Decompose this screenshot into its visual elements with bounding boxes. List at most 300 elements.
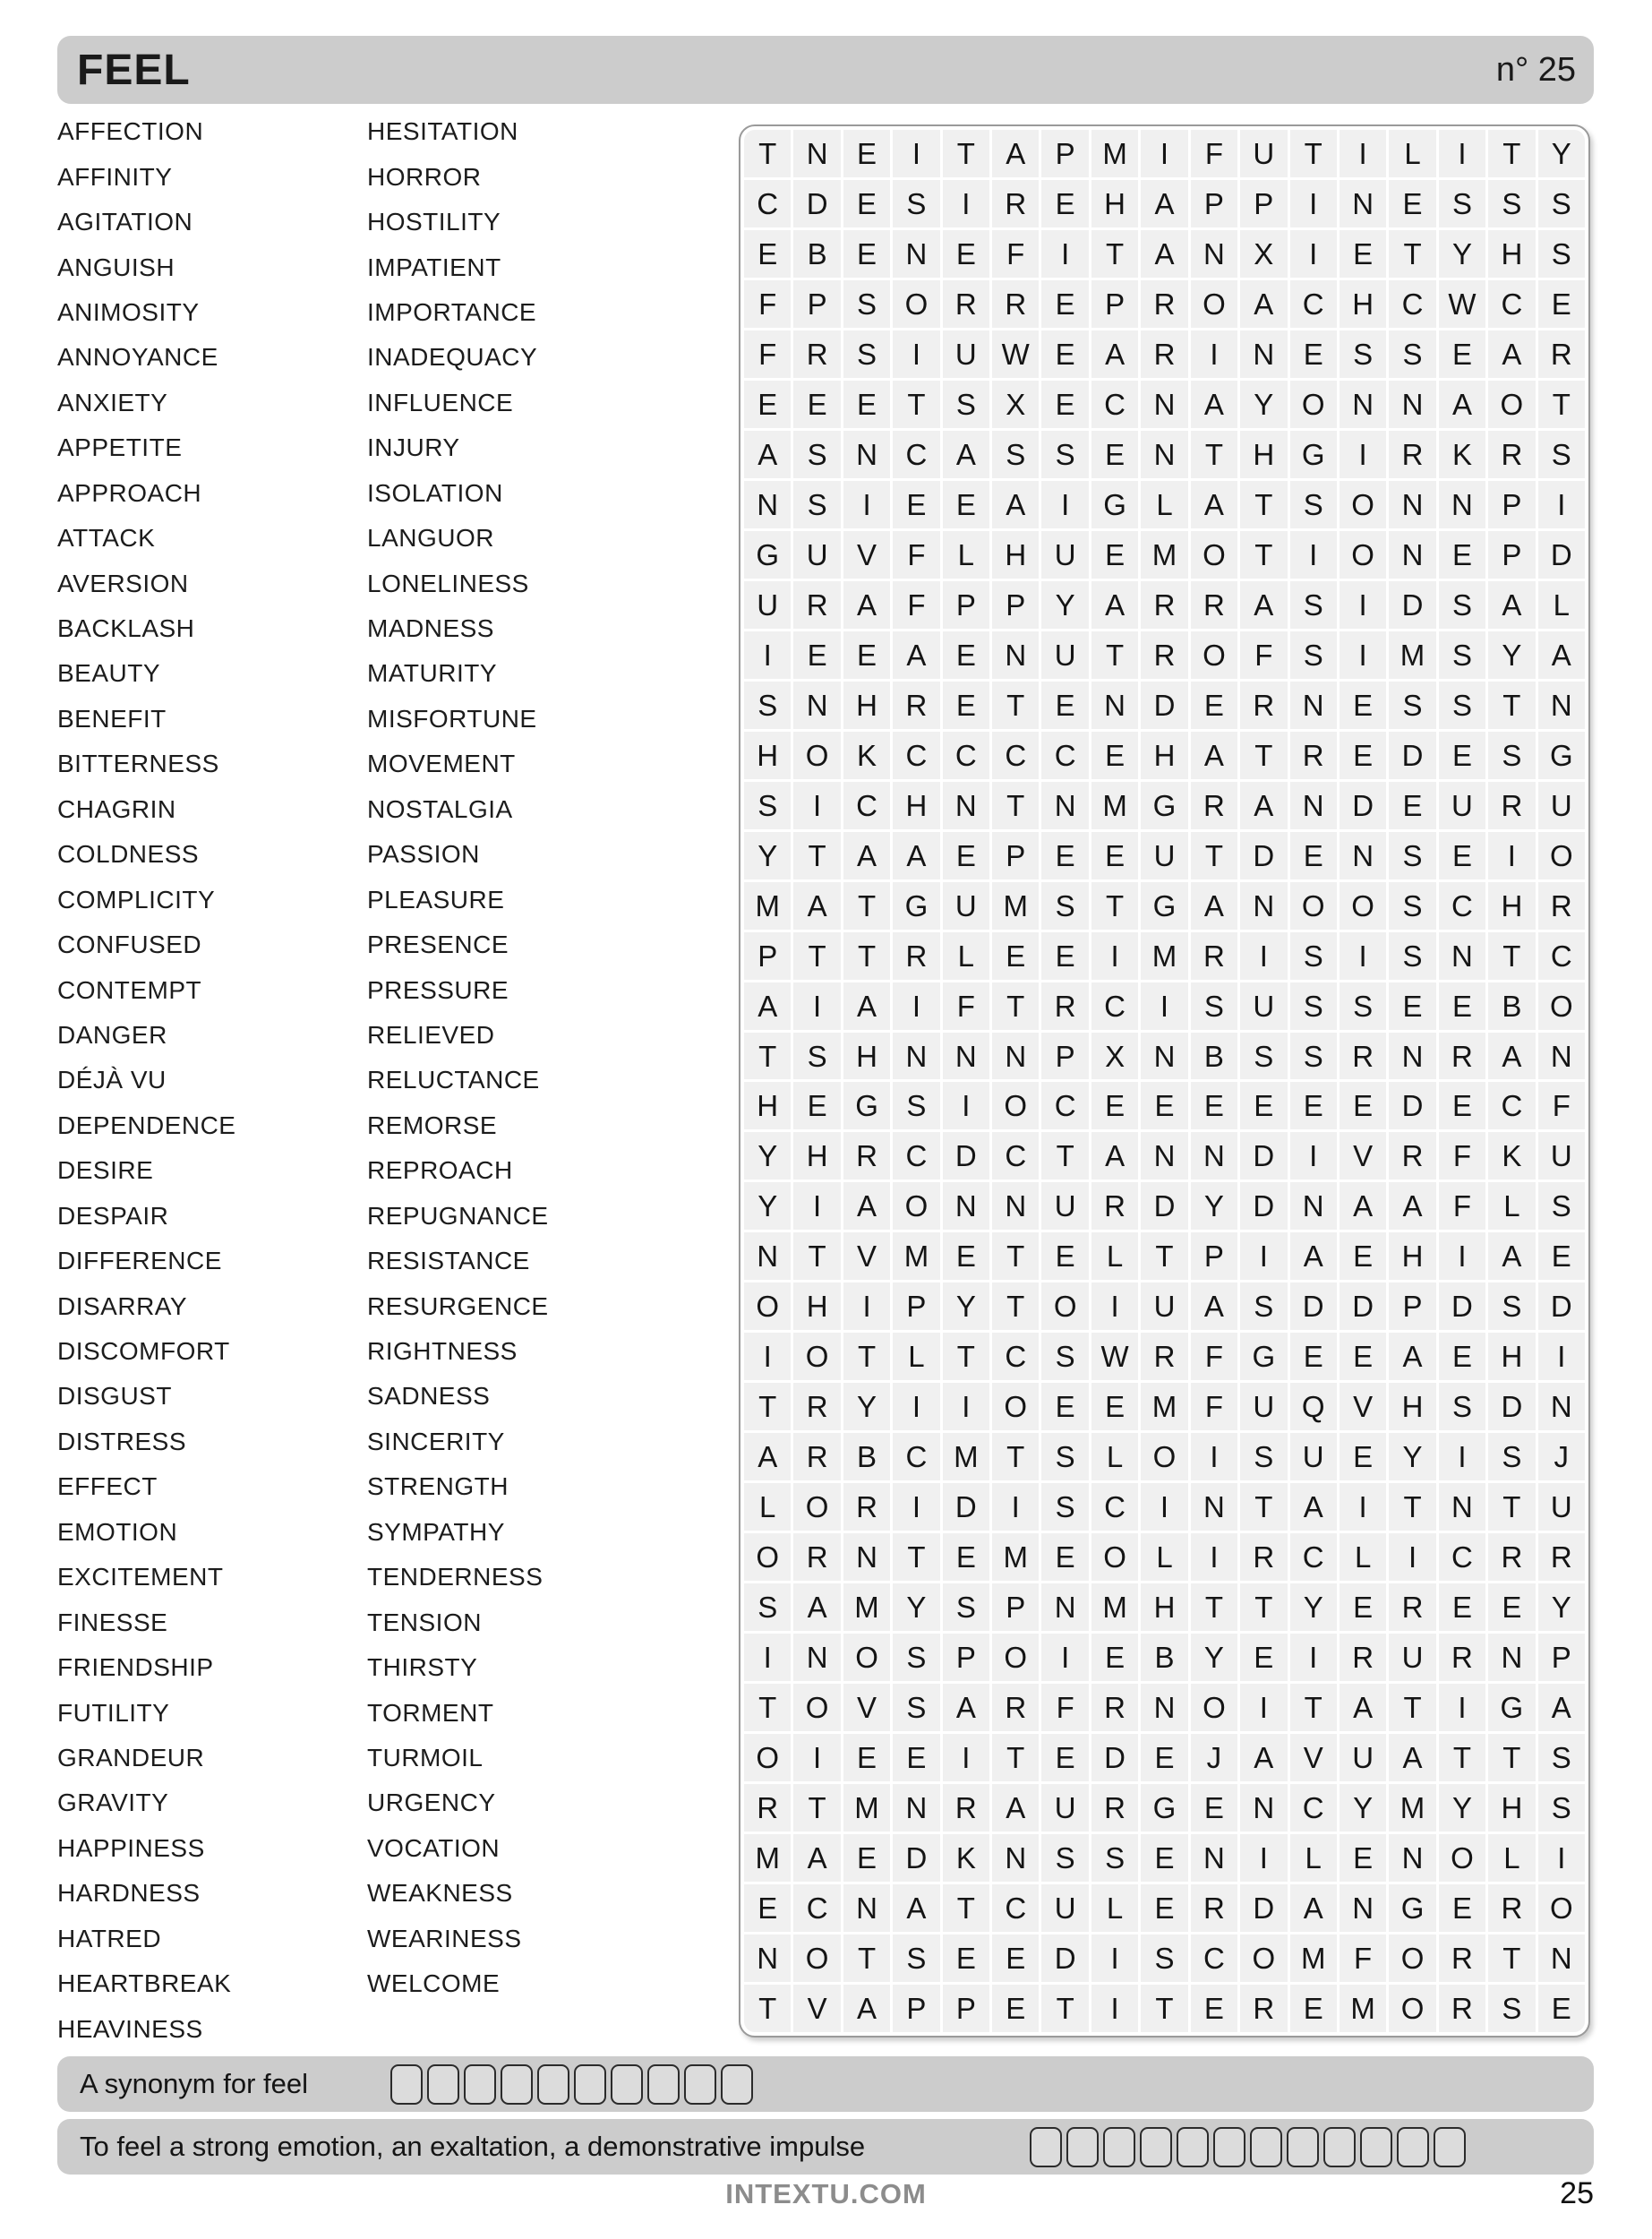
grid-letter-cell[interactable]: O: [1191, 1684, 1237, 1731]
grid-letter-cell[interactable]: L: [1091, 1884, 1138, 1932]
grid-letter-cell[interactable]: S: [843, 280, 890, 328]
grid-letter-cell[interactable]: T: [1141, 1232, 1187, 1280]
grid-letter-cell[interactable]: E: [1290, 330, 1337, 378]
grid-letter-cell[interactable]: L: [1091, 1433, 1138, 1480]
grid-letter-cell[interactable]: T: [1191, 431, 1237, 478]
grid-letter-cell[interactable]: O: [1389, 1985, 1435, 2032]
grid-letter-cell[interactable]: A: [1340, 1182, 1386, 1230]
grid-letter-cell[interactable]: P: [1041, 130, 1088, 177]
grid-letter-cell[interactable]: N: [1538, 1383, 1585, 1430]
grid-letter-cell[interactable]: C: [1290, 1784, 1337, 1832]
grid-letter-cell[interactable]: S: [1290, 932, 1337, 980]
grid-letter-cell[interactable]: Y: [943, 1282, 989, 1330]
grid-letter-cell[interactable]: D: [1389, 732, 1435, 779]
grid-letter-cell[interactable]: I: [1340, 1483, 1386, 1531]
grid-letter-cell[interactable]: I: [1538, 1834, 1585, 1882]
grid-letter-cell[interactable]: A: [843, 1985, 890, 2032]
grid-letter-cell[interactable]: H: [1488, 1784, 1535, 1832]
grid-letter-cell[interactable]: N: [893, 230, 939, 278]
grid-letter-cell[interactable]: C: [1389, 280, 1435, 328]
grid-letter-cell[interactable]: S: [744, 782, 791, 829]
grid-letter-cell[interactable]: R: [843, 1132, 890, 1180]
grid-letter-cell[interactable]: N: [843, 1533, 890, 1581]
grid-letter-cell[interactable]: L: [943, 932, 989, 980]
grid-letter-cell[interactable]: A: [744, 982, 791, 1030]
grid-letter-cell[interactable]: N: [1340, 180, 1386, 227]
grid-letter-cell[interactable]: U: [1240, 130, 1287, 177]
grid-letter-cell[interactable]: I: [1488, 832, 1535, 879]
grid-letter-cell[interactable]: I: [943, 1082, 989, 1129]
grid-letter-cell[interactable]: E: [843, 230, 890, 278]
grid-letter-cell[interactable]: A: [1191, 381, 1237, 428]
grid-letter-cell[interactable]: R: [1141, 330, 1187, 378]
grid-letter-cell[interactable]: E: [1041, 682, 1088, 729]
grid-letter-cell[interactable]: B: [843, 1433, 890, 1480]
grid-letter-cell[interactable]: O: [1340, 882, 1386, 930]
grid-letter-cell[interactable]: B: [793, 230, 840, 278]
grid-letter-cell[interactable]: U: [943, 882, 989, 930]
grid-letter-cell[interactable]: G: [1141, 882, 1187, 930]
grid-letter-cell[interactable]: T: [893, 1533, 939, 1581]
grid-letter-cell[interactable]: T: [843, 1934, 890, 1982]
grid-letter-cell[interactable]: R: [1538, 882, 1585, 930]
grid-letter-cell[interactable]: D: [1240, 1884, 1287, 1932]
grid-letter-cell[interactable]: O: [1191, 631, 1237, 679]
grid-letter-cell[interactable]: R: [1439, 1985, 1485, 2032]
grid-letter-cell[interactable]: D: [1041, 1934, 1088, 1982]
grid-letter-cell[interactable]: R: [1191, 581, 1237, 629]
grid-letter-cell[interactable]: T: [843, 882, 890, 930]
answer-letter-box[interactable]: [464, 2064, 496, 2105]
grid-letter-cell[interactable]: N: [1538, 1934, 1585, 1982]
grid-letter-cell[interactable]: E: [843, 1734, 890, 1781]
grid-letter-cell[interactable]: A: [1290, 1232, 1337, 1280]
grid-letter-cell[interactable]: M: [1091, 782, 1138, 829]
grid-letter-cell[interactable]: L: [1389, 130, 1435, 177]
grid-letter-cell[interactable]: R: [1290, 732, 1337, 779]
answer-letter-box[interactable]: [1360, 2127, 1392, 2167]
grid-letter-cell[interactable]: H: [1488, 882, 1535, 930]
grid-letter-cell[interactable]: L: [1141, 481, 1187, 528]
grid-letter-cell[interactable]: N: [843, 1884, 890, 1932]
grid-letter-cell[interactable]: S: [1439, 631, 1485, 679]
grid-letter-cell[interactable]: I: [1340, 431, 1386, 478]
grid-letter-cell[interactable]: D: [1389, 581, 1435, 629]
grid-letter-cell[interactable]: S: [1290, 1033, 1337, 1080]
grid-letter-cell[interactable]: I: [1191, 1433, 1237, 1480]
grid-letter-cell[interactable]: S: [1290, 982, 1337, 1030]
grid-letter-cell[interactable]: N: [1141, 1033, 1187, 1080]
grid-letter-cell[interactable]: N: [1191, 230, 1237, 278]
grid-letter-cell[interactable]: O: [1141, 1433, 1187, 1480]
grid-letter-cell[interactable]: Y: [893, 1583, 939, 1631]
grid-letter-cell[interactable]: T: [1240, 1483, 1287, 1531]
grid-letter-cell[interactable]: S: [1439, 1383, 1485, 1430]
grid-letter-cell[interactable]: H: [1340, 280, 1386, 328]
grid-letter-cell[interactable]: N: [1340, 832, 1386, 879]
grid-letter-cell[interactable]: A: [843, 581, 890, 629]
grid-letter-cell[interactable]: F: [1538, 1082, 1585, 1129]
grid-letter-cell[interactable]: O: [893, 280, 939, 328]
grid-letter-cell[interactable]: I: [1538, 481, 1585, 528]
grid-letter-cell[interactable]: A: [744, 1433, 791, 1480]
grid-letter-cell[interactable]: E: [1091, 1634, 1138, 1681]
grid-letter-cell[interactable]: A: [1389, 1182, 1435, 1230]
grid-letter-cell[interactable]: H: [1389, 1232, 1435, 1280]
grid-letter-cell[interactable]: E: [744, 1884, 791, 1932]
grid-letter-cell[interactable]: N: [793, 1634, 840, 1681]
grid-letter-cell[interactable]: E: [1340, 682, 1386, 729]
grid-letter-cell[interactable]: Y: [1389, 1433, 1435, 1480]
grid-letter-cell[interactable]: R: [793, 1533, 840, 1581]
grid-letter-cell[interactable]: S: [1538, 431, 1585, 478]
grid-letter-cell[interactable]: O: [1091, 1533, 1138, 1581]
grid-letter-cell[interactable]: A: [744, 431, 791, 478]
grid-letter-cell[interactable]: O: [793, 1684, 840, 1731]
grid-letter-cell[interactable]: S: [793, 481, 840, 528]
grid-letter-cell[interactable]: A: [1191, 1282, 1237, 1330]
grid-letter-cell[interactable]: A: [1191, 732, 1237, 779]
grid-letter-cell[interactable]: E: [1041, 1383, 1088, 1430]
grid-letter-cell[interactable]: S: [893, 1082, 939, 1129]
grid-letter-cell[interactable]: N: [1041, 782, 1088, 829]
grid-letter-cell[interactable]: I: [1538, 1333, 1585, 1380]
grid-letter-cell[interactable]: E: [943, 1533, 989, 1581]
grid-letter-cell[interactable]: A: [1141, 230, 1187, 278]
grid-letter-cell[interactable]: N: [1389, 381, 1435, 428]
grid-letter-cell[interactable]: A: [1240, 581, 1287, 629]
grid-letter-cell[interactable]: I: [943, 180, 989, 227]
grid-letter-cell[interactable]: Y: [1041, 581, 1088, 629]
grid-letter-cell[interactable]: A: [1240, 782, 1287, 829]
grid-letter-cell[interactable]: N: [1091, 682, 1138, 729]
grid-letter-cell[interactable]: R: [1538, 1533, 1585, 1581]
grid-letter-cell[interactable]: U: [1041, 1884, 1088, 1932]
grid-letter-cell[interactable]: T: [1290, 1684, 1337, 1731]
grid-letter-cell[interactable]: S: [893, 1934, 939, 1982]
grid-letter-cell[interactable]: S: [793, 431, 840, 478]
grid-letter-cell[interactable]: T: [943, 1333, 989, 1380]
grid-letter-cell[interactable]: S: [1538, 1784, 1585, 1832]
grid-letter-cell[interactable]: E: [1091, 732, 1138, 779]
grid-letter-cell[interactable]: E: [1340, 732, 1386, 779]
grid-letter-cell[interactable]: E: [1041, 832, 1088, 879]
grid-letter-cell[interactable]: R: [744, 1784, 791, 1832]
grid-letter-cell[interactable]: U: [1141, 1282, 1187, 1330]
grid-letter-cell[interactable]: V: [1340, 1132, 1386, 1180]
grid-letter-cell[interactable]: F: [1191, 130, 1237, 177]
grid-letter-cell[interactable]: T: [793, 832, 840, 879]
grid-letter-cell[interactable]: F: [943, 982, 989, 1030]
grid-letter-cell[interactable]: N: [793, 130, 840, 177]
grid-letter-cell[interactable]: T: [992, 1734, 1039, 1781]
grid-letter-cell[interactable]: I: [843, 481, 890, 528]
grid-letter-cell[interactable]: T: [1091, 631, 1138, 679]
grid-letter-cell[interactable]: I: [1091, 1985, 1138, 2032]
grid-letter-cell[interactable]: C: [1091, 1483, 1138, 1531]
grid-letter-cell[interactable]: O: [744, 1734, 791, 1781]
grid-letter-cell[interactable]: N: [1240, 1784, 1287, 1832]
grid-letter-cell[interactable]: I: [744, 1333, 791, 1380]
grid-letter-cell[interactable]: X: [1240, 230, 1287, 278]
grid-letter-cell[interactable]: E: [992, 932, 1039, 980]
grid-letter-cell[interactable]: A: [1290, 1884, 1337, 1932]
grid-letter-cell[interactable]: I: [793, 1734, 840, 1781]
grid-letter-cell[interactable]: E: [943, 1232, 989, 1280]
grid-letter-cell[interactable]: O: [1191, 280, 1237, 328]
grid-letter-cell[interactable]: U: [1538, 1132, 1585, 1180]
grid-letter-cell[interactable]: E: [1141, 1884, 1187, 1932]
grid-letter-cell[interactable]: C: [1488, 280, 1535, 328]
grid-letter-cell[interactable]: E: [943, 1934, 989, 1982]
grid-letter-cell[interactable]: O: [992, 1383, 1039, 1430]
grid-letter-cell[interactable]: C: [793, 1884, 840, 1932]
grid-letter-cell[interactable]: A: [1538, 1684, 1585, 1731]
grid-letter-cell[interactable]: P: [1488, 481, 1535, 528]
grid-letter-cell[interactable]: R: [1240, 1533, 1287, 1581]
grid-letter-cell[interactable]: S: [1041, 1483, 1088, 1531]
grid-letter-cell[interactable]: P: [1488, 531, 1535, 579]
grid-letter-cell[interactable]: I: [1091, 932, 1138, 980]
grid-letter-cell[interactable]: G: [1091, 481, 1138, 528]
grid-letter-cell[interactable]: T: [1389, 1684, 1435, 1731]
grid-letter-cell[interactable]: O: [793, 1934, 840, 1982]
grid-letter-cell[interactable]: C: [1191, 1934, 1237, 1982]
grid-letter-cell[interactable]: S: [1041, 1834, 1088, 1882]
grid-letter-cell[interactable]: T: [992, 1433, 1039, 1480]
grid-letter-cell[interactable]: O: [1538, 832, 1585, 879]
grid-letter-cell[interactable]: R: [992, 1684, 1039, 1731]
grid-letter-cell[interactable]: C: [992, 1333, 1039, 1380]
grid-letter-cell[interactable]: R: [1191, 932, 1237, 980]
grid-letter-cell[interactable]: E: [843, 180, 890, 227]
grid-letter-cell[interactable]: S: [1389, 330, 1435, 378]
grid-letter-cell[interactable]: D: [1340, 1282, 1386, 1330]
grid-letter-cell[interactable]: N: [992, 1834, 1039, 1882]
grid-letter-cell[interactable]: D: [1290, 1282, 1337, 1330]
grid-letter-cell[interactable]: M: [1141, 932, 1187, 980]
grid-letter-cell[interactable]: E: [1439, 832, 1485, 879]
grid-letter-cell[interactable]: R: [1240, 1985, 1287, 2032]
grid-letter-cell[interactable]: S: [1538, 1182, 1585, 1230]
grid-letter-cell[interactable]: H: [992, 531, 1039, 579]
grid-letter-cell[interactable]: T: [1041, 1132, 1088, 1180]
grid-letter-cell[interactable]: C: [1041, 1082, 1088, 1129]
grid-letter-cell[interactable]: N: [1389, 1033, 1435, 1080]
grid-letter-cell[interactable]: D: [1240, 1132, 1287, 1180]
grid-letter-cell[interactable]: E: [1439, 1333, 1485, 1380]
grid-letter-cell[interactable]: H: [744, 1082, 791, 1129]
grid-letter-cell[interactable]: A: [943, 1684, 989, 1731]
grid-letter-cell[interactable]: G: [1389, 1884, 1435, 1932]
grid-letter-cell[interactable]: R: [1240, 682, 1287, 729]
grid-letter-cell[interactable]: R: [992, 280, 1039, 328]
grid-letter-cell[interactable]: L: [1488, 1182, 1535, 1230]
grid-letter-cell[interactable]: L: [1091, 1232, 1138, 1280]
grid-letter-cell[interactable]: T: [1488, 1483, 1535, 1531]
grid-letter-cell[interactable]: F: [1191, 1383, 1237, 1430]
grid-letter-cell[interactable]: I: [943, 1734, 989, 1781]
grid-letter-cell[interactable]: G: [1141, 782, 1187, 829]
grid-letter-cell[interactable]: E: [893, 1734, 939, 1781]
grid-letter-cell[interactable]: S: [1488, 1985, 1535, 2032]
grid-letter-cell[interactable]: O: [893, 1182, 939, 1230]
grid-letter-cell[interactable]: T: [744, 1985, 791, 2032]
grid-letter-cell[interactable]: C: [1290, 1533, 1337, 1581]
grid-letter-cell[interactable]: E: [1340, 230, 1386, 278]
grid-letter-cell[interactable]: T: [943, 130, 989, 177]
grid-letter-cell[interactable]: F: [893, 531, 939, 579]
grid-letter-cell[interactable]: A: [843, 832, 890, 879]
grid-letter-cell[interactable]: E: [1389, 782, 1435, 829]
grid-letter-cell[interactable]: F: [1191, 1333, 1237, 1380]
grid-letter-cell[interactable]: A: [1141, 180, 1187, 227]
grid-letter-cell[interactable]: P: [744, 932, 791, 980]
grid-letter-cell[interactable]: O: [1041, 1282, 1088, 1330]
grid-letter-cell[interactable]: S: [744, 1583, 791, 1631]
grid-letter-cell[interactable]: M: [1290, 1934, 1337, 1982]
grid-letter-cell[interactable]: S: [1389, 832, 1435, 879]
grid-letter-cell[interactable]: T: [1389, 230, 1435, 278]
grid-letter-cell[interactable]: S: [1041, 882, 1088, 930]
grid-letter-cell[interactable]: I: [1290, 230, 1337, 278]
grid-letter-cell[interactable]: A: [1538, 631, 1585, 679]
grid-letter-cell[interactable]: R: [1091, 1784, 1138, 1832]
answer-letter-box[interactable]: [537, 2064, 569, 2105]
grid-letter-cell[interactable]: C: [943, 732, 989, 779]
grid-letter-cell[interactable]: N: [1290, 782, 1337, 829]
grid-letter-cell[interactable]: S: [893, 1684, 939, 1731]
grid-letter-cell[interactable]: A: [992, 481, 1039, 528]
grid-letter-cell[interactable]: T: [744, 1383, 791, 1430]
grid-letter-cell[interactable]: E: [1240, 1634, 1287, 1681]
grid-letter-cell[interactable]: A: [992, 130, 1039, 177]
grid-letter-cell[interactable]: B: [1141, 1634, 1187, 1681]
grid-letter-cell[interactable]: H: [1141, 1583, 1187, 1631]
grid-letter-cell[interactable]: S: [1488, 1433, 1535, 1480]
grid-letter-cell[interactable]: P: [1191, 1232, 1237, 1280]
grid-letter-cell[interactable]: A: [1290, 1483, 1337, 1531]
grid-letter-cell[interactable]: R: [1488, 1533, 1535, 1581]
grid-letter-cell[interactable]: V: [843, 1684, 890, 1731]
grid-letter-cell[interactable]: I: [893, 1483, 939, 1531]
grid-letter-cell[interactable]: P: [1389, 1282, 1435, 1330]
grid-letter-cell[interactable]: R: [793, 1433, 840, 1480]
grid-letter-cell[interactable]: N: [1191, 1483, 1237, 1531]
grid-letter-cell[interactable]: E: [1191, 1985, 1237, 2032]
grid-letter-cell[interactable]: R: [1488, 1884, 1535, 1932]
grid-letter-cell[interactable]: P: [992, 1583, 1039, 1631]
grid-letter-cell[interactable]: T: [1041, 1985, 1088, 2032]
grid-letter-cell[interactable]: E: [793, 1082, 840, 1129]
grid-letter-cell[interactable]: G: [1240, 1333, 1287, 1380]
grid-letter-cell[interactable]: I: [893, 1383, 939, 1430]
answer-letter-box[interactable]: [721, 2064, 753, 2105]
grid-letter-cell[interactable]: N: [943, 1182, 989, 1230]
grid-letter-cell[interactable]: T: [893, 381, 939, 428]
grid-letter-cell[interactable]: N: [1340, 381, 1386, 428]
grid-letter-cell[interactable]: L: [1488, 1834, 1535, 1882]
grid-letter-cell[interactable]: V: [843, 1232, 890, 1280]
grid-letter-cell[interactable]: O: [1439, 1834, 1485, 1882]
grid-letter-cell[interactable]: J: [1538, 1433, 1585, 1480]
grid-letter-cell[interactable]: D: [943, 1132, 989, 1180]
grid-letter-cell[interactable]: T: [793, 932, 840, 980]
grid-letter-cell[interactable]: E: [1290, 1082, 1337, 1129]
grid-letter-cell[interactable]: S: [1389, 932, 1435, 980]
grid-letter-cell[interactable]: R: [1141, 581, 1187, 629]
grid-letter-cell[interactable]: D: [1340, 782, 1386, 829]
grid-letter-cell[interactable]: N: [1141, 381, 1187, 428]
grid-letter-cell[interactable]: I: [1340, 581, 1386, 629]
grid-letter-cell[interactable]: Y: [744, 1182, 791, 1230]
grid-letter-cell[interactable]: C: [992, 1884, 1039, 1932]
grid-letter-cell[interactable]: O: [992, 1634, 1039, 1681]
grid-letter-cell[interactable]: E: [1141, 1734, 1187, 1781]
grid-letter-cell[interactable]: S: [1340, 330, 1386, 378]
grid-letter-cell[interactable]: Y: [1191, 1634, 1237, 1681]
grid-letter-cell[interactable]: E: [744, 381, 791, 428]
grid-letter-cell[interactable]: E: [1290, 832, 1337, 879]
grid-letter-cell[interactable]: O: [1538, 1884, 1585, 1932]
grid-letter-cell[interactable]: S: [1439, 180, 1485, 227]
grid-letter-cell[interactable]: T: [992, 982, 1039, 1030]
grid-letter-cell[interactable]: R: [793, 581, 840, 629]
grid-letter-cell[interactable]: I: [943, 1383, 989, 1430]
grid-letter-cell[interactable]: E: [992, 1934, 1039, 1982]
grid-letter-cell[interactable]: M: [992, 882, 1039, 930]
grid-letter-cell[interactable]: N: [1389, 481, 1435, 528]
grid-letter-cell[interactable]: C: [893, 732, 939, 779]
grid-letter-cell[interactable]: U: [1340, 1734, 1386, 1781]
grid-letter-cell[interactable]: T: [1240, 531, 1287, 579]
grid-letter-cell[interactable]: Y: [1538, 130, 1585, 177]
grid-letter-cell[interactable]: G: [1488, 1684, 1535, 1731]
grid-letter-cell[interactable]: H: [793, 1282, 840, 1330]
grid-letter-cell[interactable]: G: [1290, 431, 1337, 478]
grid-letter-cell[interactable]: S: [1290, 631, 1337, 679]
grid-letter-cell[interactable]: A: [1488, 581, 1535, 629]
grid-letter-cell[interactable]: R: [1488, 431, 1535, 478]
grid-letter-cell[interactable]: S: [1389, 882, 1435, 930]
grid-letter-cell[interactable]: M: [1340, 1985, 1386, 2032]
grid-letter-cell[interactable]: C: [893, 1433, 939, 1480]
grid-letter-cell[interactable]: E: [1439, 1884, 1485, 1932]
grid-letter-cell[interactable]: N: [1439, 932, 1485, 980]
grid-letter-cell[interactable]: N: [1439, 481, 1485, 528]
grid-letter-cell[interactable]: A: [1340, 1684, 1386, 1731]
grid-letter-cell[interactable]: P: [893, 1985, 939, 2032]
grid-letter-cell[interactable]: N: [1538, 682, 1585, 729]
grid-letter-cell[interactable]: E: [1041, 1734, 1088, 1781]
grid-letter-cell[interactable]: E: [793, 631, 840, 679]
grid-letter-cell[interactable]: N: [744, 481, 791, 528]
grid-letter-cell[interactable]: O: [1538, 982, 1585, 1030]
grid-letter-cell[interactable]: C: [1538, 932, 1585, 980]
grid-letter-cell[interactable]: N: [744, 1232, 791, 1280]
grid-letter-cell[interactable]: W: [1439, 280, 1485, 328]
grid-letter-cell[interactable]: T: [943, 1884, 989, 1932]
grid-letter-cell[interactable]: T: [744, 1684, 791, 1731]
grid-letter-cell[interactable]: I: [1290, 1132, 1337, 1180]
grid-letter-cell[interactable]: N: [992, 631, 1039, 679]
grid-letter-cell[interactable]: I: [1439, 1232, 1485, 1280]
grid-letter-cell[interactable]: G: [843, 1082, 890, 1129]
grid-letter-cell[interactable]: R: [943, 280, 989, 328]
grid-letter-cell[interactable]: U: [1439, 782, 1485, 829]
grid-letter-cell[interactable]: E: [1439, 1583, 1485, 1631]
grid-letter-cell[interactable]: C: [992, 732, 1039, 779]
